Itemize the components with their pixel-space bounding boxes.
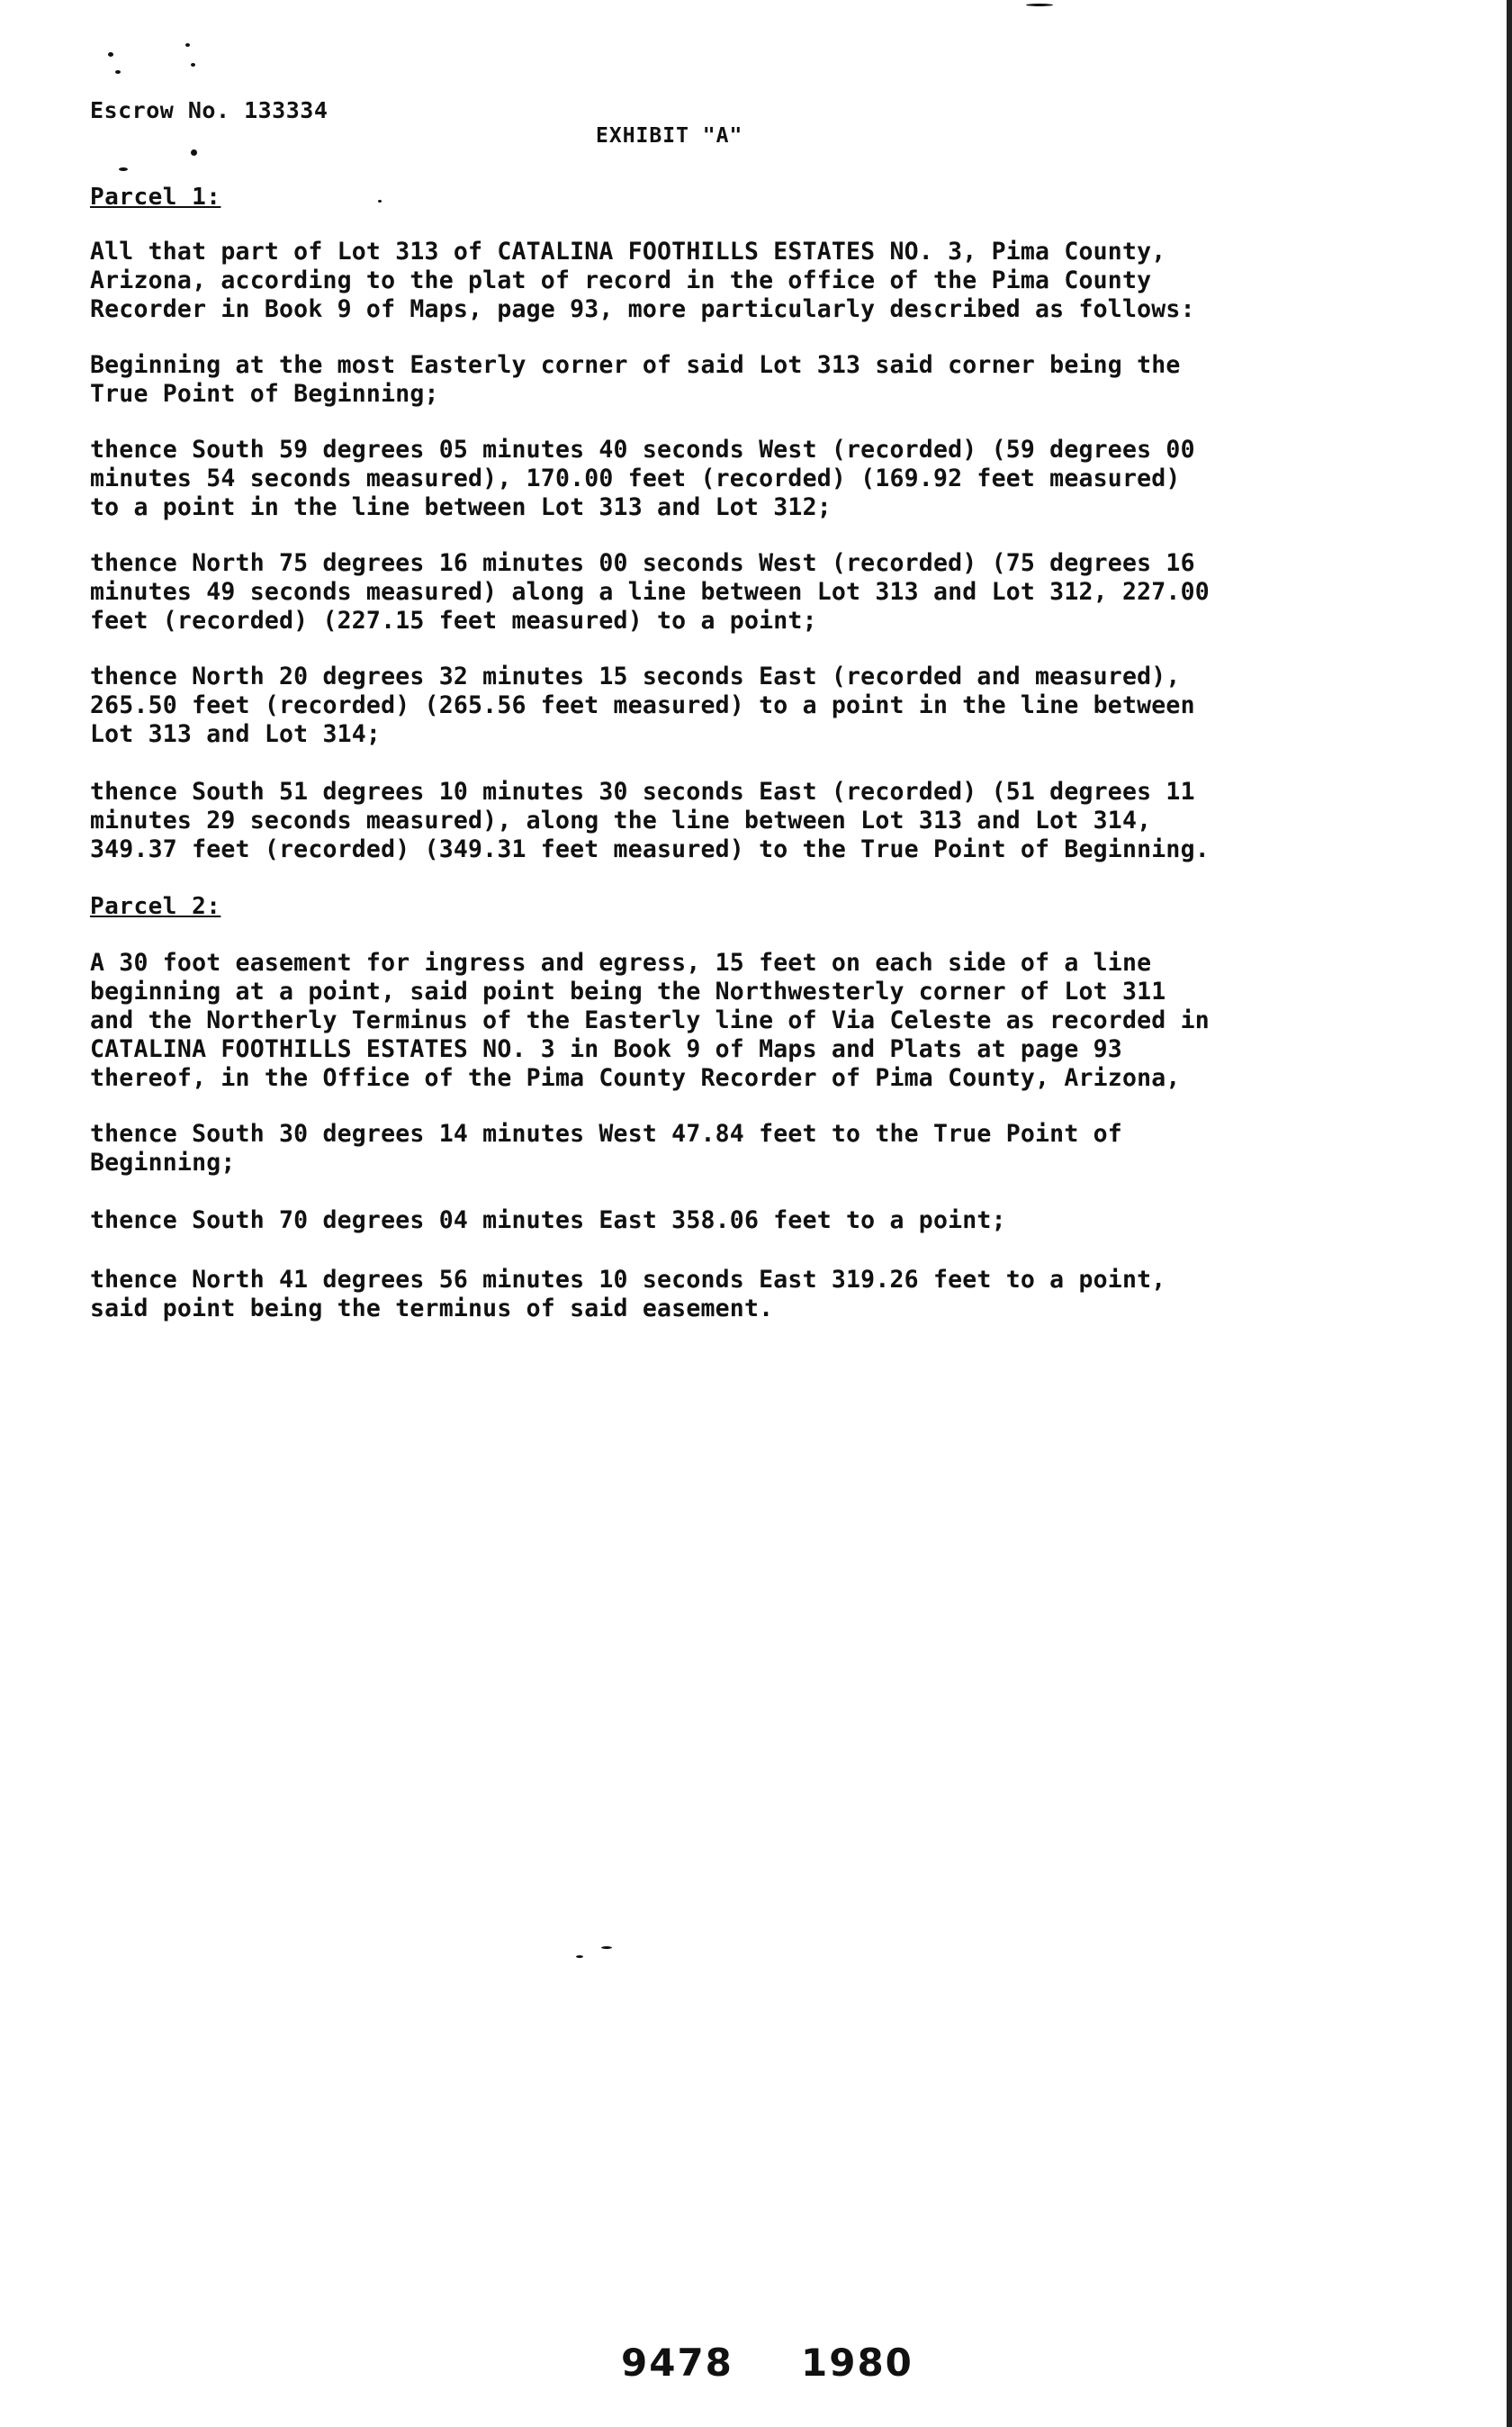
parcel-1-course-2: thence North 75 degrees 16 minutes 00 seconds West (recorded) (75 degrees 16 minutes 49 seconds measured) along a line between Lot 313 and Lot 312, 227.00 feet (recorded) (227.15 feet measured) to a point; <box>90 549 1210 635</box>
parcel-2-course-3: thence North 41 degrees 56 minutes 10 seconds East 319.26 feet to a point, said point being the terminus of said easement. <box>90 1266 1166 1322</box>
parcel-2-heading: Parcel 2: <box>90 893 221 920</box>
page-number: 1980 <box>801 2341 914 2385</box>
scan-speck <box>185 43 190 47</box>
scan-speck <box>601 1946 612 1949</box>
parcel-1-heading: Parcel 1: <box>90 184 221 211</box>
parcel-2-course-2: thence South 70 degrees 04 minutes East 358.06 feet to a point; <box>90 1206 1006 1234</box>
scan-speck <box>191 63 195 67</box>
scan-speck <box>119 167 128 171</box>
scan-speck <box>576 1955 583 1958</box>
parcel-1-course-1: thence South 59 degrees 05 minutes 40 seconds West (recorded) (59 degrees 00 minutes 54 seconds measured), 170.00 feet (recorded) (169.92 feet measured) to a point in the line between Lot 313 and Lot 312; <box>90 436 1195 521</box>
scan-edge-shadow <box>1507 0 1512 2427</box>
parcel-2-easement: A 30 foot easement for ingress and egress, 15 feet on each side of a line beginning at a point, said point being the Northwesterly corner of Lot 311 and the Northerly Terminus of the Easterly line of Via Celeste as recorded in CATALINA FOOTHILLS ESTATES NO. 3 in Book 9 of Maps and Plats at page 93 thereof, in the Office of the Pima County Recorder of Pima County, Arizona, <box>90 949 1210 1092</box>
exhibit-title: EXHIBIT "A" <box>596 124 743 148</box>
parcel-2-course-1: thence South 30 degrees 14 minutes West 47.84 feet to the True Point of Beginning; <box>90 1120 1122 1177</box>
scan-speck <box>115 70 121 74</box>
escrow-number: Escrow No. 133334 <box>90 97 328 123</box>
parcel-1-course-3: thence North 20 degrees 32 minutes 15 seconds East (recorded and measured), 265.50 feet (recorded) (265.56 feet measured) to a point in the line between Lot 313 and Lot 314; <box>90 663 1195 748</box>
docket-number: 9478 <box>621 2341 734 2385</box>
parcel-1-course-4: thence South 51 degrees 10 minutes 30 seconds East (recorded) (51 degrees 11 minutes 29 seconds measured), along the line between Lot 313 and Lot 314, 349.37 feet (recorded) (349.31 feet measured) to the True Point of Beginning. <box>90 778 1210 863</box>
parcel-1-description: All that part of Lot 313 of CATALINA FOOTHILLS ESTATES NO. 3, Pima County, Arizona, according to the plat of record in the office of the Pima County Recorder in Book 9 of Maps, page 93, more particularly described as follows: <box>90 238 1195 323</box>
scan-speck <box>191 149 197 156</box>
scan-speck <box>1026 4 1053 6</box>
parcel-1-beginning: Beginning at the most Easterly corner of said Lot 313 said corner being the True Point of Beginning; <box>90 351 1181 408</box>
scan-speck <box>378 200 382 203</box>
scan-speck <box>108 52 113 57</box>
